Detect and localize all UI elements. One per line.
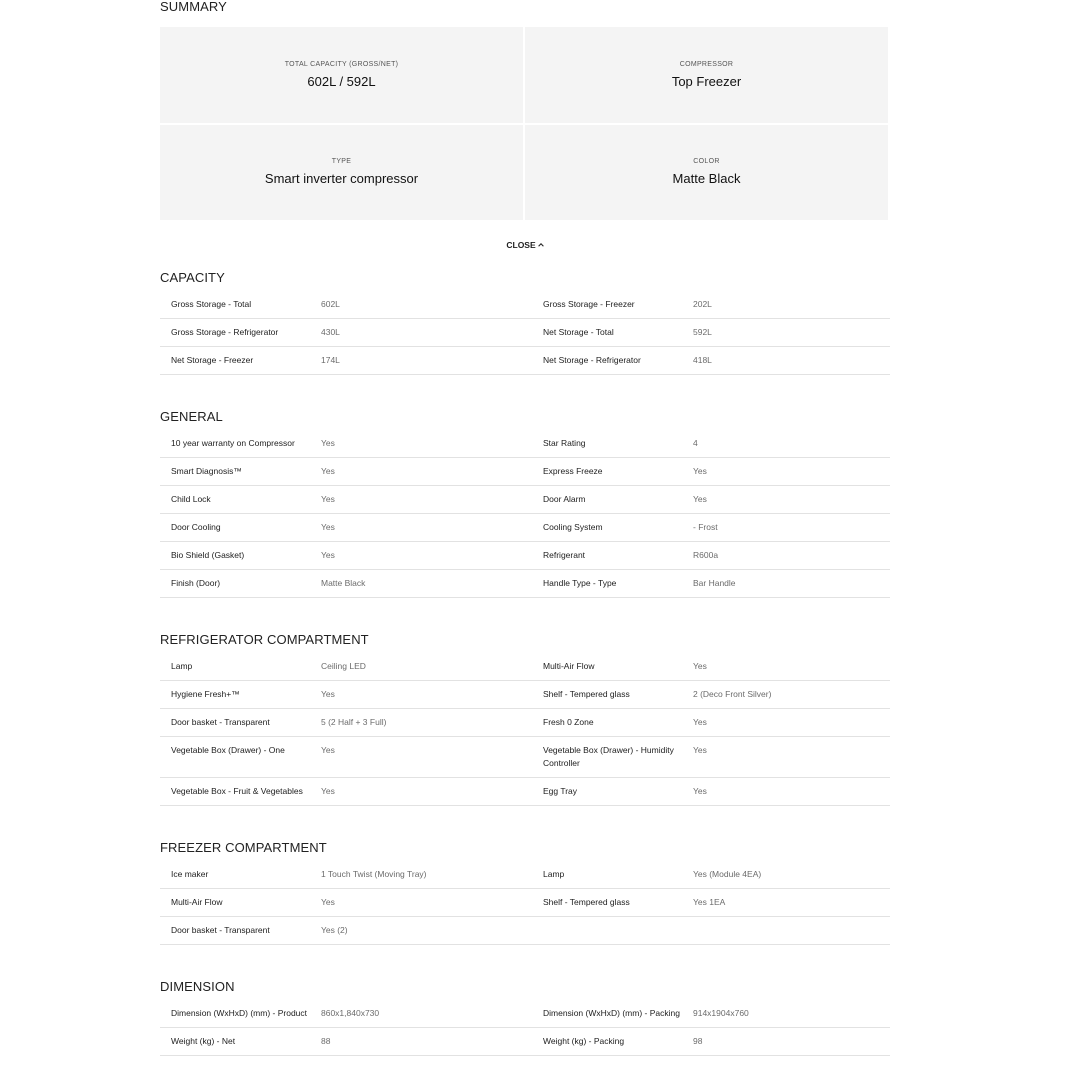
summary-grid (160, 27, 888, 220)
spec-row (160, 737, 890, 778)
summary-label: TYPE (331, 158, 352, 166)
spec-value: 5 (2 Half + 3 Full) (321, 717, 387, 727)
summary-cell-color (525, 125, 888, 221)
spec-table (160, 1000, 890, 1056)
spec-row (160, 653, 890, 681)
spec-key: Net Storage - Refrigerator (543, 355, 641, 365)
summary-label: COMPRESSOR (679, 60, 734, 68)
spec-section-general (160, 409, 890, 598)
spec-value: 174L (321, 355, 340, 365)
spec-value: 98 (693, 1036, 703, 1046)
spec-key: Dimension (WxHxD) (mm) - Product (171, 1008, 308, 1018)
spec-value: Yes (693, 745, 707, 755)
summary-cell-capacity (160, 27, 523, 123)
spec-key: Vegetable Box (Drawer) - One (171, 745, 285, 755)
spec-key: Multi-Air Flow (543, 661, 595, 671)
spec-key: Gross Storage - Total (171, 299, 252, 309)
spec-value: Ceiling LED (321, 661, 366, 671)
spec-key: Dimension (WxHxD) (mm) - Packing (543, 1008, 680, 1018)
spec-key: Ice maker (171, 869, 209, 879)
spec-row (160, 889, 890, 917)
spec-row (160, 486, 890, 514)
spec-row (160, 709, 890, 737)
spec-value: Yes (321, 897, 335, 907)
spec-row (160, 1000, 890, 1028)
spec-value: 202L (693, 299, 712, 309)
spec-row (160, 917, 890, 945)
spec-key: Star Rating (543, 438, 586, 448)
spec-section-capacity (160, 270, 890, 375)
spec-key: Vegetable Box (Drawer) - Humidity Controller (543, 745, 674, 768)
chevron-up-icon (538, 242, 544, 248)
spec-key: Multi-Air Flow (171, 897, 223, 907)
spec-value: Yes (693, 717, 707, 727)
spec-key: Lamp (543, 869, 565, 879)
summary-cell-type (160, 125, 523, 221)
spec-value: 860x1,840x730 (321, 1008, 380, 1018)
spec-value: 418L (693, 355, 712, 365)
summary-cell-compressor (525, 27, 888, 123)
spec-key: Shelf - Tempered glass (543, 897, 630, 907)
spec-key: Door basket - Transparent (171, 925, 270, 935)
spec-key: Weight (kg) - Packing (543, 1036, 625, 1046)
spec-value: Yes (321, 550, 335, 560)
section-title: GENERAL (160, 409, 223, 424)
spec-key: Hygiene Fresh+™ (171, 689, 240, 699)
spec-value: 88 (321, 1036, 331, 1046)
spec-key: 10 year warranty on Compressor (171, 438, 295, 448)
summary-title: SUMMARY (160, 0, 227, 14)
spec-key: Door Cooling (171, 522, 221, 532)
spec-row (160, 778, 890, 806)
spec-key: Net Storage - Total (543, 327, 614, 337)
spec-value: Yes (321, 466, 335, 476)
spec-section-refrigerator-compartment (160, 632, 890, 806)
spec-row (160, 347, 890, 375)
spec-table (160, 430, 890, 598)
spec-value: 592L (693, 327, 712, 337)
spec-value: Yes (321, 494, 335, 504)
spec-row (160, 570, 890, 598)
spec-row (160, 430, 890, 458)
spec-value: Yes (321, 438, 335, 448)
spec-key: Smart Diagnosis™ (171, 466, 242, 476)
spec-key: Cooling System (543, 522, 603, 532)
spec-value: 602L (321, 299, 340, 309)
spec-row (160, 458, 890, 486)
spec-value: 2 (Deco Front Silver) (693, 689, 772, 699)
spec-row (160, 291, 890, 319)
spec-key: Shelf - Tempered glass (543, 689, 630, 699)
spec-section-freezer-compartment (160, 840, 890, 945)
spec-key: Child Lock (171, 494, 211, 504)
spec-value: Yes (321, 522, 335, 532)
spec-row (160, 514, 890, 542)
spec-row (160, 542, 890, 570)
spec-value: Yes (693, 661, 707, 671)
spec-row (160, 681, 890, 709)
spec-value: 914x1904x760 (693, 1008, 749, 1018)
spec-key: Fresh 0 Zone (543, 717, 594, 727)
close-button[interactable] (506, 240, 543, 250)
spec-value: 1 Touch Twist (Moving Tray) (321, 869, 427, 879)
spec-section-dimension (160, 979, 890, 1056)
spec-key: Gross Storage - Refrigerator (171, 327, 279, 337)
spec-key: Finish (Door) (171, 578, 221, 588)
spec-value: Yes (321, 786, 335, 796)
spec-value: R600a (693, 550, 719, 560)
section-title: CAPACITY (160, 270, 225, 285)
spec-value: Bar Handle (693, 578, 736, 588)
spec-table (160, 291, 890, 375)
spec-row (160, 319, 890, 347)
spec-row (160, 861, 890, 889)
spec-value: Yes (693, 494, 707, 504)
summary-value: 602L / 592L (307, 73, 376, 89)
summary-value: Matte Black (672, 171, 741, 187)
spec-value: - Frost (693, 522, 718, 532)
summary-value: Top Freezer (671, 73, 742, 89)
spec-key: Door Alarm (543, 494, 586, 504)
spec-key: Egg Tray (543, 786, 578, 796)
spec-key: Door basket - Transparent (171, 717, 270, 727)
spec-key: Lamp (171, 661, 193, 671)
spec-value: Yes (2) (321, 925, 348, 935)
spec-value: Matte Black (321, 578, 366, 588)
spec-key: Weight (kg) - Net (171, 1036, 236, 1046)
close-label: CLOSE (506, 240, 536, 250)
spec-key: Bio Shield (Gasket) (171, 550, 245, 560)
spec-value: Yes (Module 4EA) (693, 869, 762, 879)
spec-row (160, 1028, 890, 1056)
spec-value: Yes (693, 466, 707, 476)
spec-key: Gross Storage - Freezer (543, 299, 635, 309)
summary-value: Smart inverter compressor (264, 171, 419, 187)
spec-key: Express Freeze (543, 466, 603, 476)
section-title: FREEZER COMPARTMENT (160, 840, 327, 855)
spec-value: Yes (321, 745, 335, 755)
spec-key: Refrigerant (543, 550, 586, 560)
spec-value: Yes (693, 786, 707, 796)
spec-key: Net Storage - Freezer (171, 355, 254, 365)
spec-key (532, 917, 693, 931)
spec-key: Handle Type - Type (543, 578, 617, 588)
section-title: DIMENSION (160, 979, 235, 994)
spec-table (160, 653, 890, 806)
section-title: REFRIGERATOR COMPARTMENT (160, 632, 369, 647)
spec-value: 4 (693, 438, 698, 448)
summary-label: COLOR (693, 158, 720, 166)
spec-value: Yes 1EA (693, 897, 726, 907)
spec-table (160, 861, 890, 945)
close-row (160, 240, 890, 250)
spec-value (693, 917, 890, 931)
spec-value: 430L (321, 327, 340, 337)
spec-value: Yes (321, 689, 335, 699)
summary-label: TOTAL CAPACITY (GROSS/NET) (284, 60, 399, 68)
spec-key: Vegetable Box - Fruit & Vegetables (171, 786, 303, 796)
